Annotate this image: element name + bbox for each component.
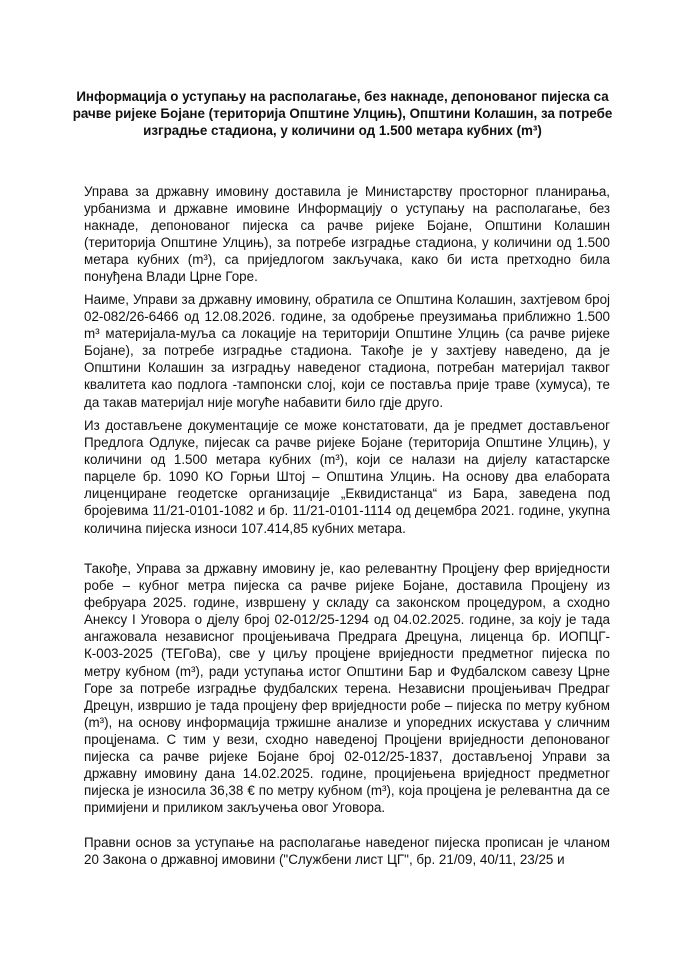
paragraph-2: Наиме, Управи за државну имовину, обратила се Општина Колашин, захтјевом број 02-082/26-6466 од 12.08.2026. године, за одобрење преузимања приближно 1.500 m³ материјала-муља са локације на територији Општине Улцињ (са рачве ријеке Бојане), за потребе изградње стадиона. Такође је у захтјеву наведено, да је Општини Колашин за изградњу наведеног стадиона, потребан материјал таквог квалитета као подлога -тампонски слој, који се поставља прије траве (хумуса), те да такав материјал није могуће набавити било гдје друго. [84,292,610,410]
paragraph-5: Правни основ за уступање на располагање наведеног пијеска прописан је чланом 20 Закона о државној имовини ("Службени лист ЦГ", бр. 21/09, 40/11, 23/25 и [84,835,610,868]
paragraph-3: Из достављене документације се може констатовати, да је предмет достављеног Предлога Одлуке, пијесак са рачве ријеке Бојане (територија Општине Улцињ), у количини од 1.500 метара кубних (m³), који се налази на дијелу катастарске парцеле бр. 1090 КО Горњи Штој – Општина Улцињ. На основу два елабората лиценциране геодетске организације „Еквидистанца“ из Бара, заведена под бројевима 11/21-0101-1082 и бр. 11/21-0101-1114 од децембра 2021. године, укупна количина пијеска износи 107.414,85 кубних метара. [84,418,610,536]
paragraph-4: Такође, Управа за државну имовину је, као релевантну Процјену фер вриједности робе – кубног метра пијеска са рачве ријеке Бојане, доставила Процјену из фебруара 2025. године, извршену у складу са законском процедуром, а сходно Анексу I Уговора о дјелу број 02-012/25-1294 од 04.02.2025. године, за коју је тада ангажовала независног процјењивача Предрага Дрецуна, лиценца бр. ИОПЦГ-К-003-2025 (ТЕГоВа), све у циљу процјене вриједности предметног пијеска по метру кубном (m³), ради уступања истог Општини Бар и Фудбалском савезу Црне Горе за потребе изградње фудбалских терена. Независни процјењивач Предраг Дрецун, извршио је тада процјену фер вриједности робе – пијеска по метру кубном (m³), на основу информација тржишне анализе и упоредних искустава у сличним процјенама. С тим у вези, сходно наведеној Процјени вриједности депонованог пијеска са рачве ријеке Бојане број 02-012/25-1837, достављеној Управи за државну имовину дана 14.02.2025. године, процијењена вриједност предметног пијеска је износила 36,38 € по метру кубном (m³), која процјена је релевантна да се примијени и приликом закључења овог Уговора. [84,561,610,816]
document-title: Информација о уступању на располагање, без накнаде, депонованог пијеска са рачве ријеке Бојане (територија Општине Улцињ), Општини Колашин, за потребе изградње стадиона, у количини од 1.500 метара кубних (m³) [72,89,613,138]
paragraph-1: Управа за државну имовину доставила је Министарству просторног планирања, урбанизма и државне имовине Информацију о уступању на располагање, без накнаде, депонованог пијеска са рачве ријеке Бојане, Општини Колашин (територија Општине Улцињ), за потребе изградње стадиона, у количини од 1.500 метара кубних (m³), са приједлогом закључака, како би иста претходно била понуђена Влади Црне Горе. [84,184,610,285]
